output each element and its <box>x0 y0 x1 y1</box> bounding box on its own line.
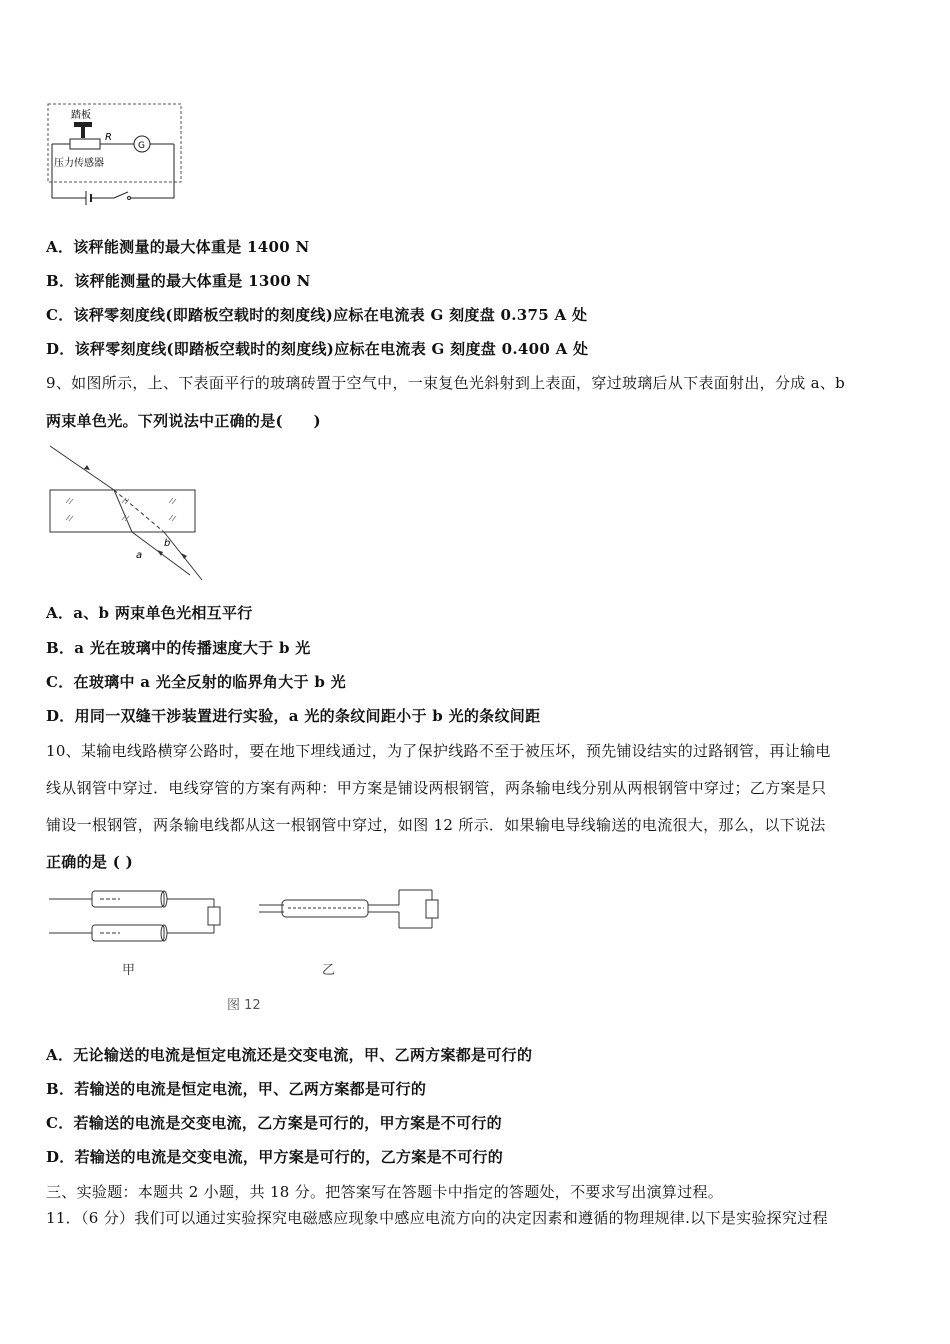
q10-option-b: B．若输送的电流是恒定电流，甲、乙两方案都是可行的 <box>46 1080 427 1098</box>
refracted-ray-b <box>114 490 164 532</box>
steel-pipe-schemes-figure <box>44 880 444 1015</box>
pressure-sensor-label: 压力传感器 <box>54 158 104 169</box>
figure-12-caption: 图 12 <box>227 998 261 1013</box>
q10-option-d: D．若输送的电流是交变电流，甲方案是可行的，乙方案是不可行的 <box>46 1148 504 1166</box>
q10-stem-line-3: 铺设一根钢管，两条输电线都从这一根钢管中穿过，如图 12 所示．如果输电导线输送的电流很大，那么，以下说法 <box>46 816 826 834</box>
q9-option-c: C．在玻璃中 a 光全反射的临界角大于 b 光 <box>46 673 346 691</box>
q8-option-a: A．该秤能测量的最大体重是 1400 N <box>46 238 310 256</box>
ray-a-label: a <box>136 550 143 561</box>
scheme-yi-label: 乙 <box>322 963 336 978</box>
q9-option-d: D．用同一双缝干涉装置进行实验，a 光的条纹间距小于 b 光的条纹间距 <box>46 707 541 725</box>
q9-stem-line-2: 两束单色光。下列说法中正确的是( ) <box>46 412 321 430</box>
q10-option-a: A．无论输送的电流是恒定电流还是交变电流，甲、乙两方案都是可行的 <box>46 1046 533 1064</box>
q9-stem-line-1: 9、如图所示，上、下表面平行的玻璃砖置于空气中，一束复色光斜射到上表面，穿过玻璃后从下表面射出，分成 a、b <box>46 374 846 392</box>
q10-stem-line-4: 正确的是 ( ) <box>46 853 134 871</box>
glass-brick-refraction-figure <box>44 440 214 585</box>
pedal-label: 踏板 <box>71 110 91 121</box>
switch <box>114 192 128 198</box>
galvanometer-label: G <box>138 141 145 151</box>
scheme-jia <box>49 891 220 941</box>
ray-b-label: b <box>164 538 171 549</box>
glass-hatch-marks <box>66 498 176 521</box>
q11-stem-line-1: 11．（6 分）我们可以通过实验探究电磁感应现象中感应电流方向的决定因素和遵循的物理规律.以下是实验探究过程 <box>46 1209 828 1227</box>
incident-ray <box>50 446 114 490</box>
refracted-ray-a <box>114 490 132 532</box>
pressure-scale-circuit-figure <box>44 100 186 212</box>
q9-option-a: A．a、b 两束单色光相互平行 <box>46 604 253 622</box>
q8-option-d: D．该秤零刻度线(即踏板空载时的刻度线)应标在电流表 G 刻度盘 0.400 A 处 <box>46 340 589 358</box>
q10-stem-line-1: 10、某输电线路横穿公路时，要在地下埋线通过，为了保护线路不至于被压坏，预先铺设结实的过路钢管，再让输电 <box>46 742 831 760</box>
q9-option-b: B．a 光在玻璃中的传播速度大于 b 光 <box>46 639 311 657</box>
resistor-label: R <box>105 132 112 143</box>
q8-option-b: B．该秤能测量的最大体重是 1300 N <box>46 272 311 290</box>
scheme-yi <box>259 890 438 928</box>
scheme-jia-label: 甲 <box>122 963 136 978</box>
q10-option-c: C．若输送的电流是交变电流，乙方案是可行的，甲方案是不可行的 <box>46 1114 502 1132</box>
q8-option-c: C．该秤零刻度线(即踏板空载时的刻度线)应标在电流表 G 刻度盘 0.375 A 处 <box>46 306 588 324</box>
section-3-heading: 三、实验题：本题共 2 小题，共 18 分。把答案写在答题卡中指定的答题处，不要求写出演算过程。 <box>46 1183 724 1201</box>
q10-stem-line-2: 线从钢管中穿过．电线穿管的方案有两种：甲方案是铺设两根钢管，两条输电线分别从两根钢管中穿过；乙方案是只 <box>46 779 827 797</box>
